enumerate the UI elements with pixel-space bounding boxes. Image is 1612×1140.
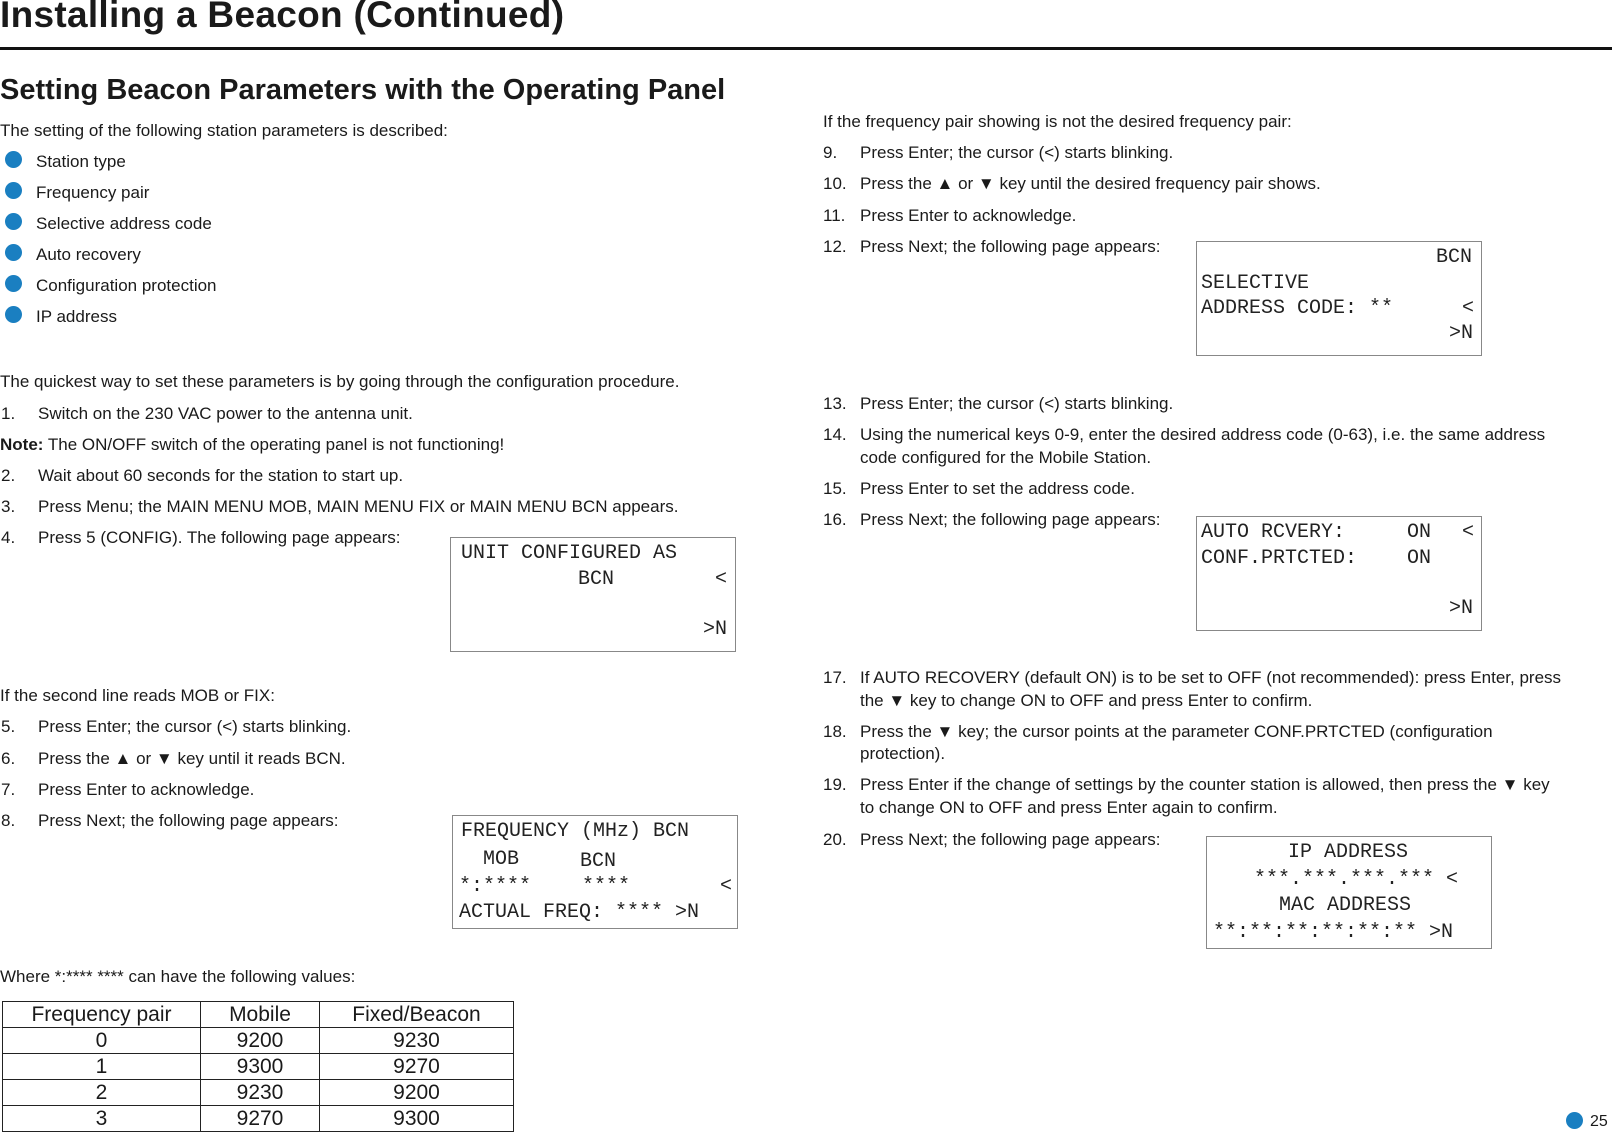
param-item: Selective address code [36,214,212,233]
table-cell: 9270 [320,1054,514,1080]
step-number: 7. [1,780,16,799]
table-cell: 9200 [201,1028,320,1054]
column-header: Mobile [201,1002,320,1028]
step-number: 14. [823,425,847,444]
table-row [3,1054,514,1080]
lcd-line: BCN [578,568,615,591]
param-item: Frequency pair [36,183,150,202]
step-15: Press Enter to set the address code. [860,479,1135,498]
step-4: Press 5 (CONFIG). The following page appears: [38,528,401,547]
step-number: 6. [1,749,16,768]
step-5: Press Enter; the cursor (<) starts blinking. [38,717,352,736]
lcd-next: >N [1449,322,1474,345]
table-cell: 9230 [201,1080,320,1106]
column-header: Fixed/Beacon [320,1002,514,1028]
bullet-icon [5,182,22,199]
step-number: 12. [823,237,847,256]
lcd-label: CONF.PRTCTED: [1201,547,1358,570]
lcd-next: >N [1449,597,1474,620]
step-number: 13. [823,394,847,413]
quickest-text: The quickest way to set these parameters is by going through the configuration procedure. [0,372,680,391]
table-cell: 9300 [320,1106,514,1132]
step-10: Press the ▲ or ▼ key until the desired frequency pair shows. [860,174,1321,193]
table-cell: 9300 [201,1054,320,1080]
step-12: Press Next; the following page appears: [860,237,1161,256]
step-number: 2. [1,466,16,485]
table-cell: 9270 [201,1106,320,1132]
lcd-line: ACTUAL FREQ: **** >N [459,901,700,924]
step-number: 5. [1,717,16,736]
lcd-cursor: < [1462,297,1475,320]
freq-intro-text: If the frequency pair showing is not the desired frequency pair: [823,112,1292,131]
step-2: Wait about 60 seconds for the station to start up. [38,466,404,485]
lcd-auto-recovery [1196,516,1482,631]
step-6: Press the ▲ or ▼ key until it reads BCN. [38,749,346,768]
page-title: Installing a Beacon (Continued) [0,0,565,35]
lcd-value: *:**** [459,875,532,898]
where-text: Where *:**** **** can have the following values: [0,967,356,986]
step-number: 4. [1,528,16,547]
lcd-line: ADDRESS CODE: ** [1201,297,1394,320]
lcd-label: MOB [483,848,520,871]
table-cell: 1 [3,1054,201,1080]
table-cell: 3 [3,1106,201,1132]
note-label: Note: [0,435,44,454]
section-title: Setting Beacon Parameters with the Operating Panel [0,74,726,106]
step-20: Press Next; the following page appears: [860,830,1161,849]
param-item: Station type [36,152,126,171]
table-row [3,1028,514,1054]
step-number: 20. [823,830,847,849]
intro-text: The setting of the following station parameters is described: [0,121,448,140]
step-1: Switch on the 230 VAC power to the antenna unit. [38,404,413,423]
lcd-selective-address [1196,241,1482,356]
bullet-icon [5,306,22,323]
step-11: Press Enter to acknowledge. [860,206,1077,225]
lcd-label: AUTO RCVERY: [1201,521,1346,544]
title-rule [0,47,1612,50]
lcd-cursor: < [1462,521,1475,544]
step-13: Press Enter; the cursor (<) starts blinking. [860,394,1174,413]
lcd-value: ON [1407,547,1432,570]
step-18-line-2: protection). [860,744,946,763]
lcd-unit-configured [450,537,736,652]
step-number: 19. [823,775,847,794]
lcd-value: ON [1407,521,1432,544]
param-item: Auto recovery [36,245,141,264]
step-9: Press Enter; the cursor (<) starts blinking. [860,143,1174,162]
step-number: 11. [823,206,846,225]
step-16: Press Next; the following page appears: [860,510,1161,529]
table-cell: 9230 [320,1028,514,1054]
table-row [3,1106,514,1132]
lcd-cursor: < [720,875,733,898]
param-item: Configuration protection [36,276,217,295]
lcd-label: BCN [1436,246,1473,269]
step-number: 9. [823,143,838,162]
step-number: 18. [823,722,847,741]
step-17-line-2: the ▼ key to change ON to OFF and press Enter to confirm. [860,691,1313,710]
lcd-line: IP ADDRESS [1288,841,1409,864]
lcd-line: ***.***.***.*** < [1254,868,1459,891]
lcd-label: BCN [580,850,617,873]
param-item: IP address [36,307,117,326]
table-cell: 2 [3,1080,201,1106]
lcd-ip-address [1206,836,1492,949]
step-number: 1. [1,404,16,423]
step-8: Press Next; the following page appears: [38,811,339,830]
step-19-line-2: to change ON to OFF and press Enter again to confirm. [860,798,1278,817]
step-14-line-1: Using the numerical keys 0-9, enter the desired address code (0-63), i.e. the same address [860,425,1546,444]
step-17-line-1: If AUTO RECOVERY (default ON) is to be set to OFF (not recommended): press Enter, press [860,668,1562,687]
page-number: 25 [1590,1113,1608,1130]
step-number: 17. [823,668,847,687]
second-line-text: If the second line reads MOB or FIX: [0,686,275,705]
table-cell: 9200 [320,1080,514,1106]
step-number: 3. [1,497,16,516]
page-bullet-icon [1566,1112,1583,1129]
note-text: The ON/OFF switch of the operating panel is not functioning! [43,435,505,454]
step-number: 15. [823,479,847,498]
table-cell: 0 [3,1028,201,1054]
step-number: 8. [1,811,16,830]
table-row [3,1080,514,1106]
lcd-line: UNIT CONFIGURED AS [461,542,678,565]
bullet-icon [5,244,22,261]
bullet-icon [5,151,22,168]
step-number: 10. [823,174,847,193]
lcd-cursor: < [715,568,728,591]
frequency-table [2,1001,514,1132]
table-header-row [3,1002,514,1028]
lcd-line: FREQUENCY (MHz) BCN [461,820,690,843]
step-18-line-1: Press the ▼ key; the cursor points at the parameter CONF.PRTCTED (configuration [860,722,1493,741]
note [0,434,504,455]
lcd-line: SELECTIVE [1201,272,1310,295]
step-7: Press Enter to acknowledge. [38,780,255,799]
lcd-line: **:**:**:**:**:** >N [1213,921,1454,944]
lcd-next: >N [703,618,728,641]
step-14-line-2: code configured for the Mobile Station. [860,448,1152,467]
step-number: 16. [823,510,847,529]
column-header: Frequency pair [3,1002,201,1028]
lcd-value: **** [582,875,631,898]
bullet-icon [5,275,22,292]
lcd-line: MAC ADDRESS [1279,894,1412,917]
step-3: Press Menu; the MAIN MENU MOB, MAIN MENU FIX or MAIN MENU BCN appears. [38,497,679,516]
lcd-frequency [452,815,738,929]
step-19-line-1: Press Enter if the change of settings by the counter station is allowed, then press the ▼ key [860,775,1550,794]
bullet-icon [5,213,22,230]
